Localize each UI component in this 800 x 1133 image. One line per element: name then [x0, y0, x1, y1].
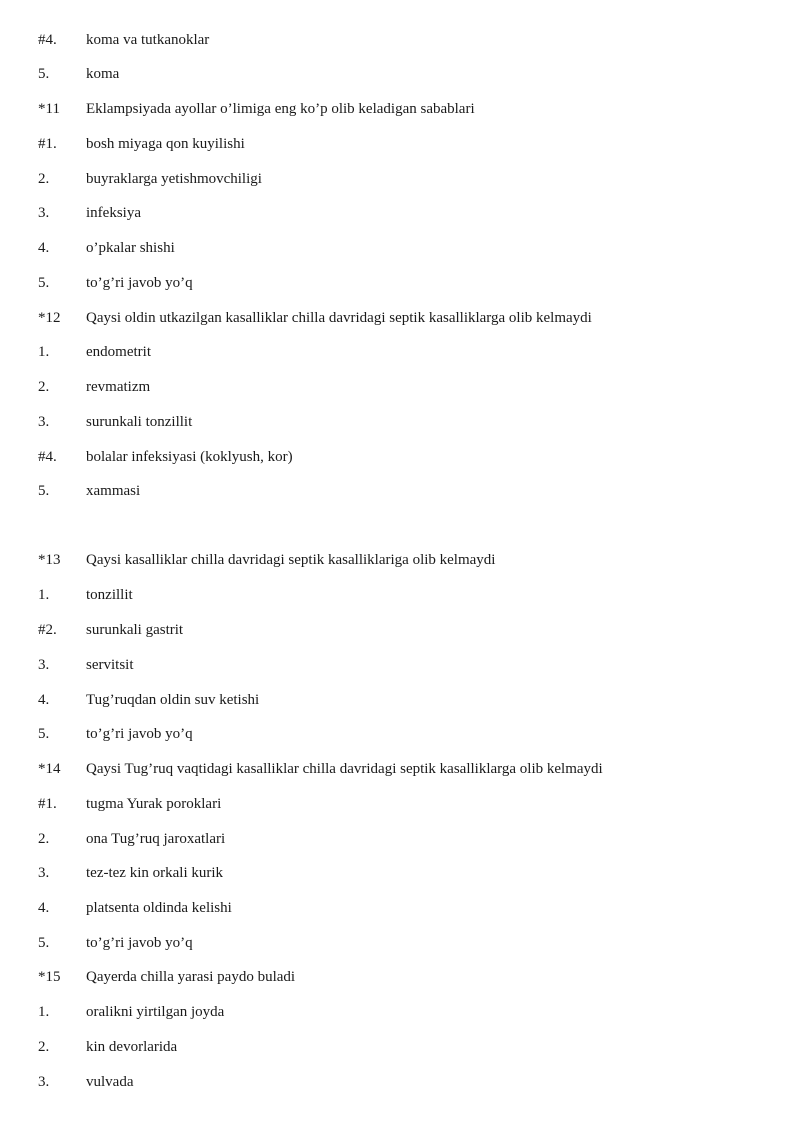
item-text: xammasi [86, 483, 141, 499]
list-item [0, 689, 800, 711]
item-number: 3. [38, 1074, 50, 1090]
item-number: 5. [38, 275, 50, 291]
item-number: 5. [38, 483, 50, 499]
list-item [0, 237, 800, 259]
list-item [0, 376, 800, 398]
item-number: 3. [38, 865, 50, 881]
list-item [0, 29, 800, 51]
list-item [0, 1036, 800, 1058]
item-text: platsenta oldinda kelishi [86, 900, 232, 916]
list-item [0, 932, 800, 954]
list-item [0, 202, 800, 224]
item-text: Tug’ruqdan oldin suv ketishi [86, 692, 260, 708]
item-text: to’g’ri javob yo’q [86, 726, 193, 742]
question-row [0, 966, 800, 988]
item-text: tugma Yurak poroklari [86, 796, 222, 812]
item-number: #2. [38, 622, 57, 638]
item-number: 4. [38, 240, 50, 256]
item-number: #4. [38, 32, 57, 48]
list-item [0, 411, 800, 433]
item-number: 4. [38, 692, 50, 708]
question-row [0, 307, 800, 329]
item-text: ona Tug’ruq jaroxatlari [86, 831, 226, 847]
item-number: 2. [38, 1039, 50, 1055]
question-row [0, 549, 800, 571]
item-text: vulvada [86, 1074, 134, 1090]
list-item [0, 480, 800, 502]
list-item [0, 168, 800, 190]
list-item [0, 654, 800, 676]
question-text: Qayerda chilla yarasi paydo buladi [86, 969, 296, 985]
item-text: infeksiya [86, 205, 141, 221]
item-text: o’pkalar shishi [86, 240, 175, 256]
question-number: *15 [38, 969, 61, 985]
item-text: kin devorlarida [86, 1039, 178, 1055]
question-number: *13 [38, 552, 61, 568]
item-text: revmatizm [86, 379, 151, 395]
item-number: #1. [38, 136, 57, 152]
item-text: to’g’ri javob yo’q [86, 935, 193, 951]
item-number: 2. [38, 379, 50, 395]
item-text: tonzillit [86, 587, 133, 603]
item-number: 1. [38, 344, 50, 360]
question-row [0, 758, 800, 780]
item-text: to’g’ri javob yo’q [86, 275, 193, 291]
question-text: Qaysi Tug’ruq vaqtidagi kasalliklar chilla davridagi septik kasalliklarga olib kelmaydi [86, 761, 603, 777]
question-number: *14 [38, 761, 61, 777]
item-text: koma [86, 66, 120, 82]
list-item [0, 828, 800, 850]
list-item [0, 1001, 800, 1023]
question-number: *11 [38, 101, 60, 117]
item-number: 2. [38, 831, 50, 847]
list-item [0, 133, 800, 155]
item-number: 4. [38, 900, 50, 916]
item-text: oralikni yirtilgan joyda [86, 1004, 225, 1020]
item-number: 3. [38, 657, 50, 673]
list-item [0, 1071, 800, 1093]
question-number: *12 [38, 310, 61, 326]
item-number: 3. [38, 205, 50, 221]
item-text: buyraklarga yetishmovchiligi [86, 171, 262, 187]
item-number: #4. [38, 449, 57, 465]
question-text: Qaysi kasalliklar chilla davridagi septik kasalliklariga olib kelmaydi [86, 552, 496, 568]
item-number: 5. [38, 935, 50, 951]
list-item [0, 584, 800, 606]
list-item [0, 723, 800, 745]
question-text: Eklampsiyada ayollar o’limiga eng ko’p olib keladigan sabablari [86, 101, 475, 117]
question-row [0, 98, 800, 120]
item-text: endometrit [86, 344, 151, 360]
item-text: bolalar infeksiyasi (koklyush, kor) [86, 449, 293, 465]
item-number: 5. [38, 726, 50, 742]
item-number: #1. [38, 796, 57, 812]
item-number: 3. [38, 414, 50, 430]
item-text: surunkali tonzillit [86, 414, 193, 430]
question-text: Qaysi oldin utkazilgan kasalliklar chilla davridagi septik kasalliklarga olib kelmaydi [86, 310, 592, 326]
list-item [0, 63, 800, 85]
list-item [0, 619, 800, 641]
list-item [0, 272, 800, 294]
item-number: 1. [38, 1004, 50, 1020]
list-item [0, 341, 800, 363]
list-item [0, 897, 800, 919]
item-number: 2. [38, 171, 50, 187]
list-item [0, 446, 800, 468]
item-text: bosh miyaga qon kuyilishi [86, 136, 245, 152]
list-item [0, 862, 800, 884]
item-text: koma va tutkanoklar [86, 32, 210, 48]
item-text: servitsit [86, 657, 134, 673]
list-item [0, 793, 800, 815]
item-number: 5. [38, 66, 50, 82]
item-text: surunkali gastrit [86, 622, 184, 638]
item-number: 1. [38, 587, 50, 603]
item-text: tez-tez kin orkali kurik [86, 865, 224, 881]
